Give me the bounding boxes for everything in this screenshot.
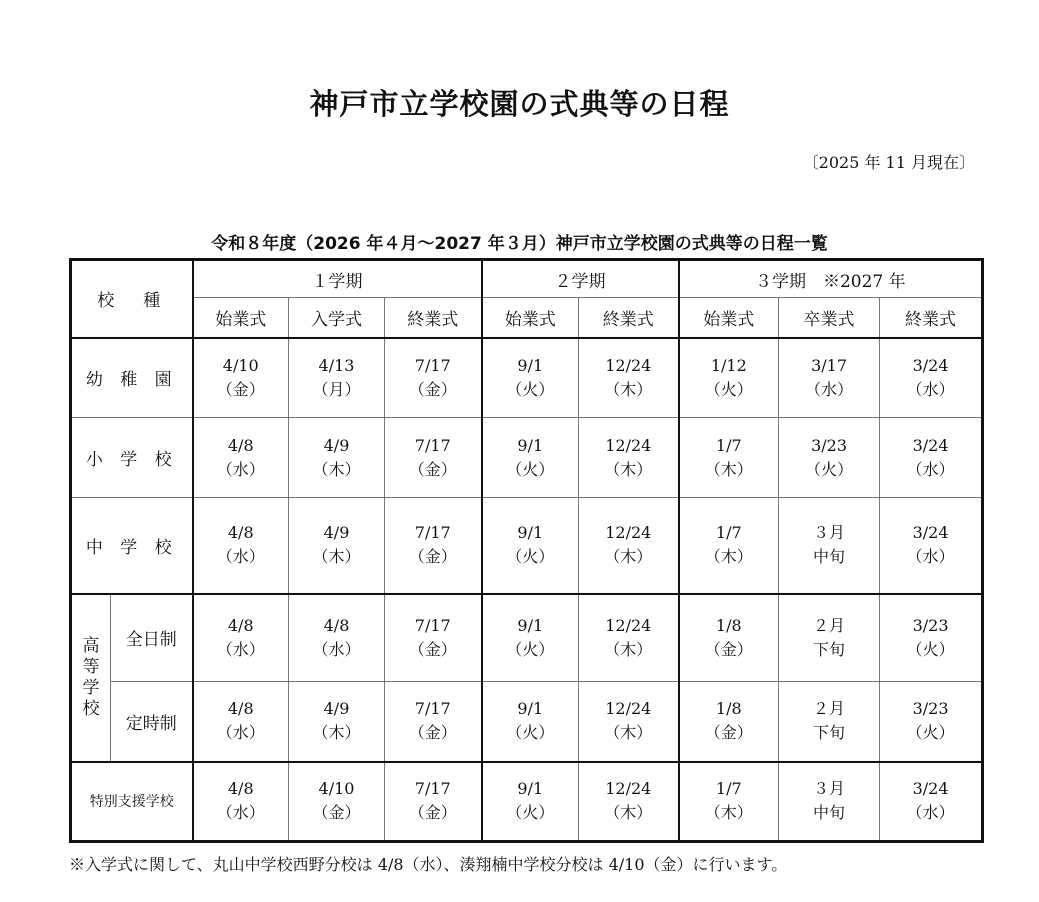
- school-name: 全日制: [111, 594, 193, 682]
- date-note: 中旬: [813, 547, 846, 567]
- date-value: ２月: [813, 699, 846, 719]
- date-note: （木）: [604, 639, 653, 659]
- date-cell: [880, 498, 983, 594]
- date-value: 4/8: [227, 699, 254, 719]
- date-note: （金）: [704, 639, 753, 659]
- school-name: 中 学 校: [71, 498, 193, 594]
- date-cell: [679, 338, 779, 418]
- date-value: 1/12: [710, 355, 747, 375]
- date-cell: [385, 762, 482, 842]
- date-value: 4/8: [323, 615, 350, 635]
- date-value: 9/1: [517, 435, 544, 455]
- high-school-char: 学: [82, 677, 100, 698]
- school-name: 小 学 校: [71, 418, 193, 498]
- date-cell: [289, 498, 385, 594]
- date-note: （木）: [704, 803, 753, 823]
- date-cell: [579, 762, 679, 842]
- date-cell: [779, 682, 880, 762]
- date-note: （木）: [604, 723, 653, 743]
- date-note: （木）: [604, 459, 653, 479]
- school-name: 特別支援学校: [71, 762, 193, 842]
- high-school-label: [71, 594, 111, 762]
- table-caption: 令和８年度（2026 年４月～2027 年３月）神戸市立学校園の式典等の日程一覧: [211, 234, 828, 254]
- date-cell: [880, 682, 983, 762]
- date-value: 1/8: [715, 699, 742, 719]
- date-cell: [193, 762, 289, 842]
- date-cell: [482, 762, 579, 842]
- date-note: （金）: [408, 547, 457, 567]
- date-value: 3/24: [912, 435, 949, 455]
- table-row: [71, 594, 983, 682]
- date-note: （木）: [312, 459, 361, 479]
- date-note: （金）: [216, 379, 265, 399]
- date-note: （木）: [312, 723, 361, 743]
- date-note: （水）: [805, 379, 854, 399]
- date-cell: [482, 498, 579, 594]
- date-cell: [579, 594, 679, 682]
- date-cell: [289, 418, 385, 498]
- date-cell: [679, 418, 779, 498]
- event-header: 始業式: [482, 298, 579, 338]
- date-note: （水）: [906, 459, 955, 479]
- date-note: （金）: [408, 379, 457, 399]
- date-cell: [289, 594, 385, 682]
- date-note: （水）: [906, 379, 955, 399]
- date-value: 3/24: [912, 523, 949, 543]
- date-value: 4/9: [323, 699, 350, 719]
- date-cell: [880, 418, 983, 498]
- date-cell: [289, 682, 385, 762]
- table-row: [71, 338, 983, 418]
- date-cell: [579, 338, 679, 418]
- event-header: 始業式: [193, 298, 289, 338]
- date-value: 7/17: [414, 615, 451, 635]
- date-cell: [779, 498, 880, 594]
- date-note: （水）: [216, 639, 265, 659]
- date-cell: [289, 762, 385, 842]
- term3-header: ３学期 ※2027 年: [679, 260, 983, 298]
- event-header-row: [71, 298, 983, 338]
- date-value: 12/24: [605, 699, 652, 719]
- date-value: 9/1: [517, 355, 544, 375]
- date-cell: [880, 762, 983, 842]
- date-value: 4/9: [323, 435, 350, 455]
- event-header: 終業式: [579, 298, 679, 338]
- date-value: 7/17: [414, 435, 451, 455]
- date-note: 下旬: [813, 723, 846, 743]
- date-cell: [193, 498, 289, 594]
- date-value: 1/7: [715, 523, 742, 543]
- date-value: 9/1: [517, 523, 544, 543]
- date-note: （金）: [408, 639, 457, 659]
- high-school-char: 高: [82, 635, 100, 656]
- date-value: 3/23: [811, 435, 847, 455]
- date-cell: [385, 418, 482, 498]
- date-cell: [779, 762, 880, 842]
- date-note: （木）: [604, 803, 653, 823]
- date-value: 7/17: [414, 779, 451, 799]
- date-cell: [779, 594, 880, 682]
- date-value: 3/23: [912, 699, 949, 719]
- date-cell: [880, 594, 983, 682]
- high-school-char: 校: [82, 698, 100, 719]
- date-cell: [779, 338, 880, 418]
- date-cell: [579, 682, 679, 762]
- date-note: （木）: [704, 459, 753, 479]
- date-value: ２月: [813, 615, 846, 635]
- date-value: 12/24: [605, 523, 652, 543]
- date-cell: [679, 594, 779, 682]
- event-header: 始業式: [679, 298, 779, 338]
- date-cell: [193, 418, 289, 498]
- date-note: （金）: [408, 723, 457, 743]
- date-value: 4/13: [318, 355, 355, 375]
- school-name: 定時制: [111, 682, 193, 762]
- date-value: 3/24: [912, 779, 949, 799]
- date-note: 下旬: [813, 639, 846, 659]
- date-note: （火）: [906, 639, 955, 659]
- date-cell: [193, 682, 289, 762]
- date-note: （木）: [604, 379, 653, 399]
- date-note: （水）: [216, 547, 265, 567]
- date-note: （火）: [506, 547, 555, 567]
- date-cell: [193, 594, 289, 682]
- date-value: ３月: [813, 523, 846, 543]
- date-note: （水）: [216, 459, 265, 479]
- date-note: （火）: [506, 639, 555, 659]
- date-value: 4/10: [222, 355, 259, 375]
- term1-header: １学期: [193, 260, 482, 298]
- date-cell: [579, 498, 679, 594]
- date-value: 12/24: [605, 615, 652, 635]
- date-note: 中旬: [813, 803, 846, 823]
- date-cell: [779, 418, 880, 498]
- event-header: 入学式: [289, 298, 385, 338]
- date-note: （火）: [506, 723, 555, 743]
- date-value: 4/8: [227, 615, 254, 635]
- date-value: 7/17: [414, 699, 451, 719]
- schedule-table: [69, 258, 984, 843]
- event-header: 終業式: [880, 298, 983, 338]
- high-school-char: 等: [82, 656, 100, 677]
- date-cell: [193, 338, 289, 418]
- date-note: （火）: [704, 379, 753, 399]
- date-value: 3/23: [912, 615, 949, 635]
- date-note: （木）: [704, 547, 753, 567]
- date-value: 4/8: [227, 435, 254, 455]
- date-value: 12/24: [605, 779, 652, 799]
- date-value: ３月: [813, 779, 846, 799]
- date-note: （火）: [506, 459, 555, 479]
- date-value: 4/9: [323, 523, 350, 543]
- date-note: （月）: [312, 379, 361, 399]
- date-cell: [482, 418, 579, 498]
- date-value: 3/24: [912, 355, 949, 375]
- date-note: （木）: [312, 547, 361, 567]
- date-cell: [385, 682, 482, 762]
- date-value: 9/1: [517, 779, 544, 799]
- school-type-header: 校 種: [71, 260, 193, 338]
- date-value: 7/17: [414, 523, 451, 543]
- date-note: （水）: [906, 803, 955, 823]
- table-row: [71, 682, 983, 762]
- date-note: （水）: [216, 803, 265, 823]
- date-note: （水）: [906, 547, 955, 567]
- date-cell: [579, 418, 679, 498]
- date-value: 1/7: [715, 435, 742, 455]
- date-value: 9/1: [517, 615, 544, 635]
- date-value: 1/8: [715, 615, 742, 635]
- date-note: （金）: [408, 803, 457, 823]
- date-cell: [385, 338, 482, 418]
- date-value: 12/24: [605, 435, 652, 455]
- date-cell: [482, 682, 579, 762]
- date-value: 9/1: [517, 699, 544, 719]
- date-value: 7/17: [414, 355, 451, 375]
- event-header: 卒業式: [779, 298, 880, 338]
- date-cell: [482, 338, 579, 418]
- date-value: 4/8: [227, 779, 254, 799]
- date-note: （火）: [906, 723, 955, 743]
- date-note: （金）: [312, 803, 361, 823]
- table-row: [71, 498, 983, 594]
- date-value: 4/10: [318, 779, 355, 799]
- school-name: 幼 稚 園: [71, 338, 193, 418]
- page-title: 神戸市立学校園の式典等の日程: [309, 87, 730, 121]
- date-cell: [385, 498, 482, 594]
- event-header: 終業式: [385, 298, 482, 338]
- date-cell: [385, 594, 482, 682]
- date-note: （金）: [704, 723, 753, 743]
- date-note: （火）: [506, 803, 555, 823]
- term2-header: ２学期: [482, 260, 679, 298]
- date-cell: [482, 594, 579, 682]
- date-value: 12/24: [605, 355, 652, 375]
- as-of-date: 〔2025 年 11 月現在〕: [802, 153, 975, 172]
- date-note: （金）: [408, 459, 457, 479]
- date-note: （水）: [312, 639, 361, 659]
- date-value: 4/8: [227, 523, 254, 543]
- date-note: （火）: [506, 379, 555, 399]
- date-note: （木）: [604, 547, 653, 567]
- date-cell: [880, 338, 983, 418]
- date-cell: [679, 682, 779, 762]
- date-cell: [679, 762, 779, 842]
- footnote: ※入学式に関して、丸山中学校西野分校は 4/8（水）、湊翔楠中学校分校は 4/10（金）に行います。: [69, 855, 788, 874]
- table-row: [71, 762, 983, 842]
- table-row: [71, 418, 983, 498]
- date-cell: [289, 338, 385, 418]
- date-note: （水）: [216, 723, 265, 743]
- date-cell: [679, 498, 779, 594]
- date-value: 3/17: [811, 355, 847, 375]
- date-value: 1/7: [715, 779, 742, 799]
- date-note: （火）: [805, 459, 854, 479]
